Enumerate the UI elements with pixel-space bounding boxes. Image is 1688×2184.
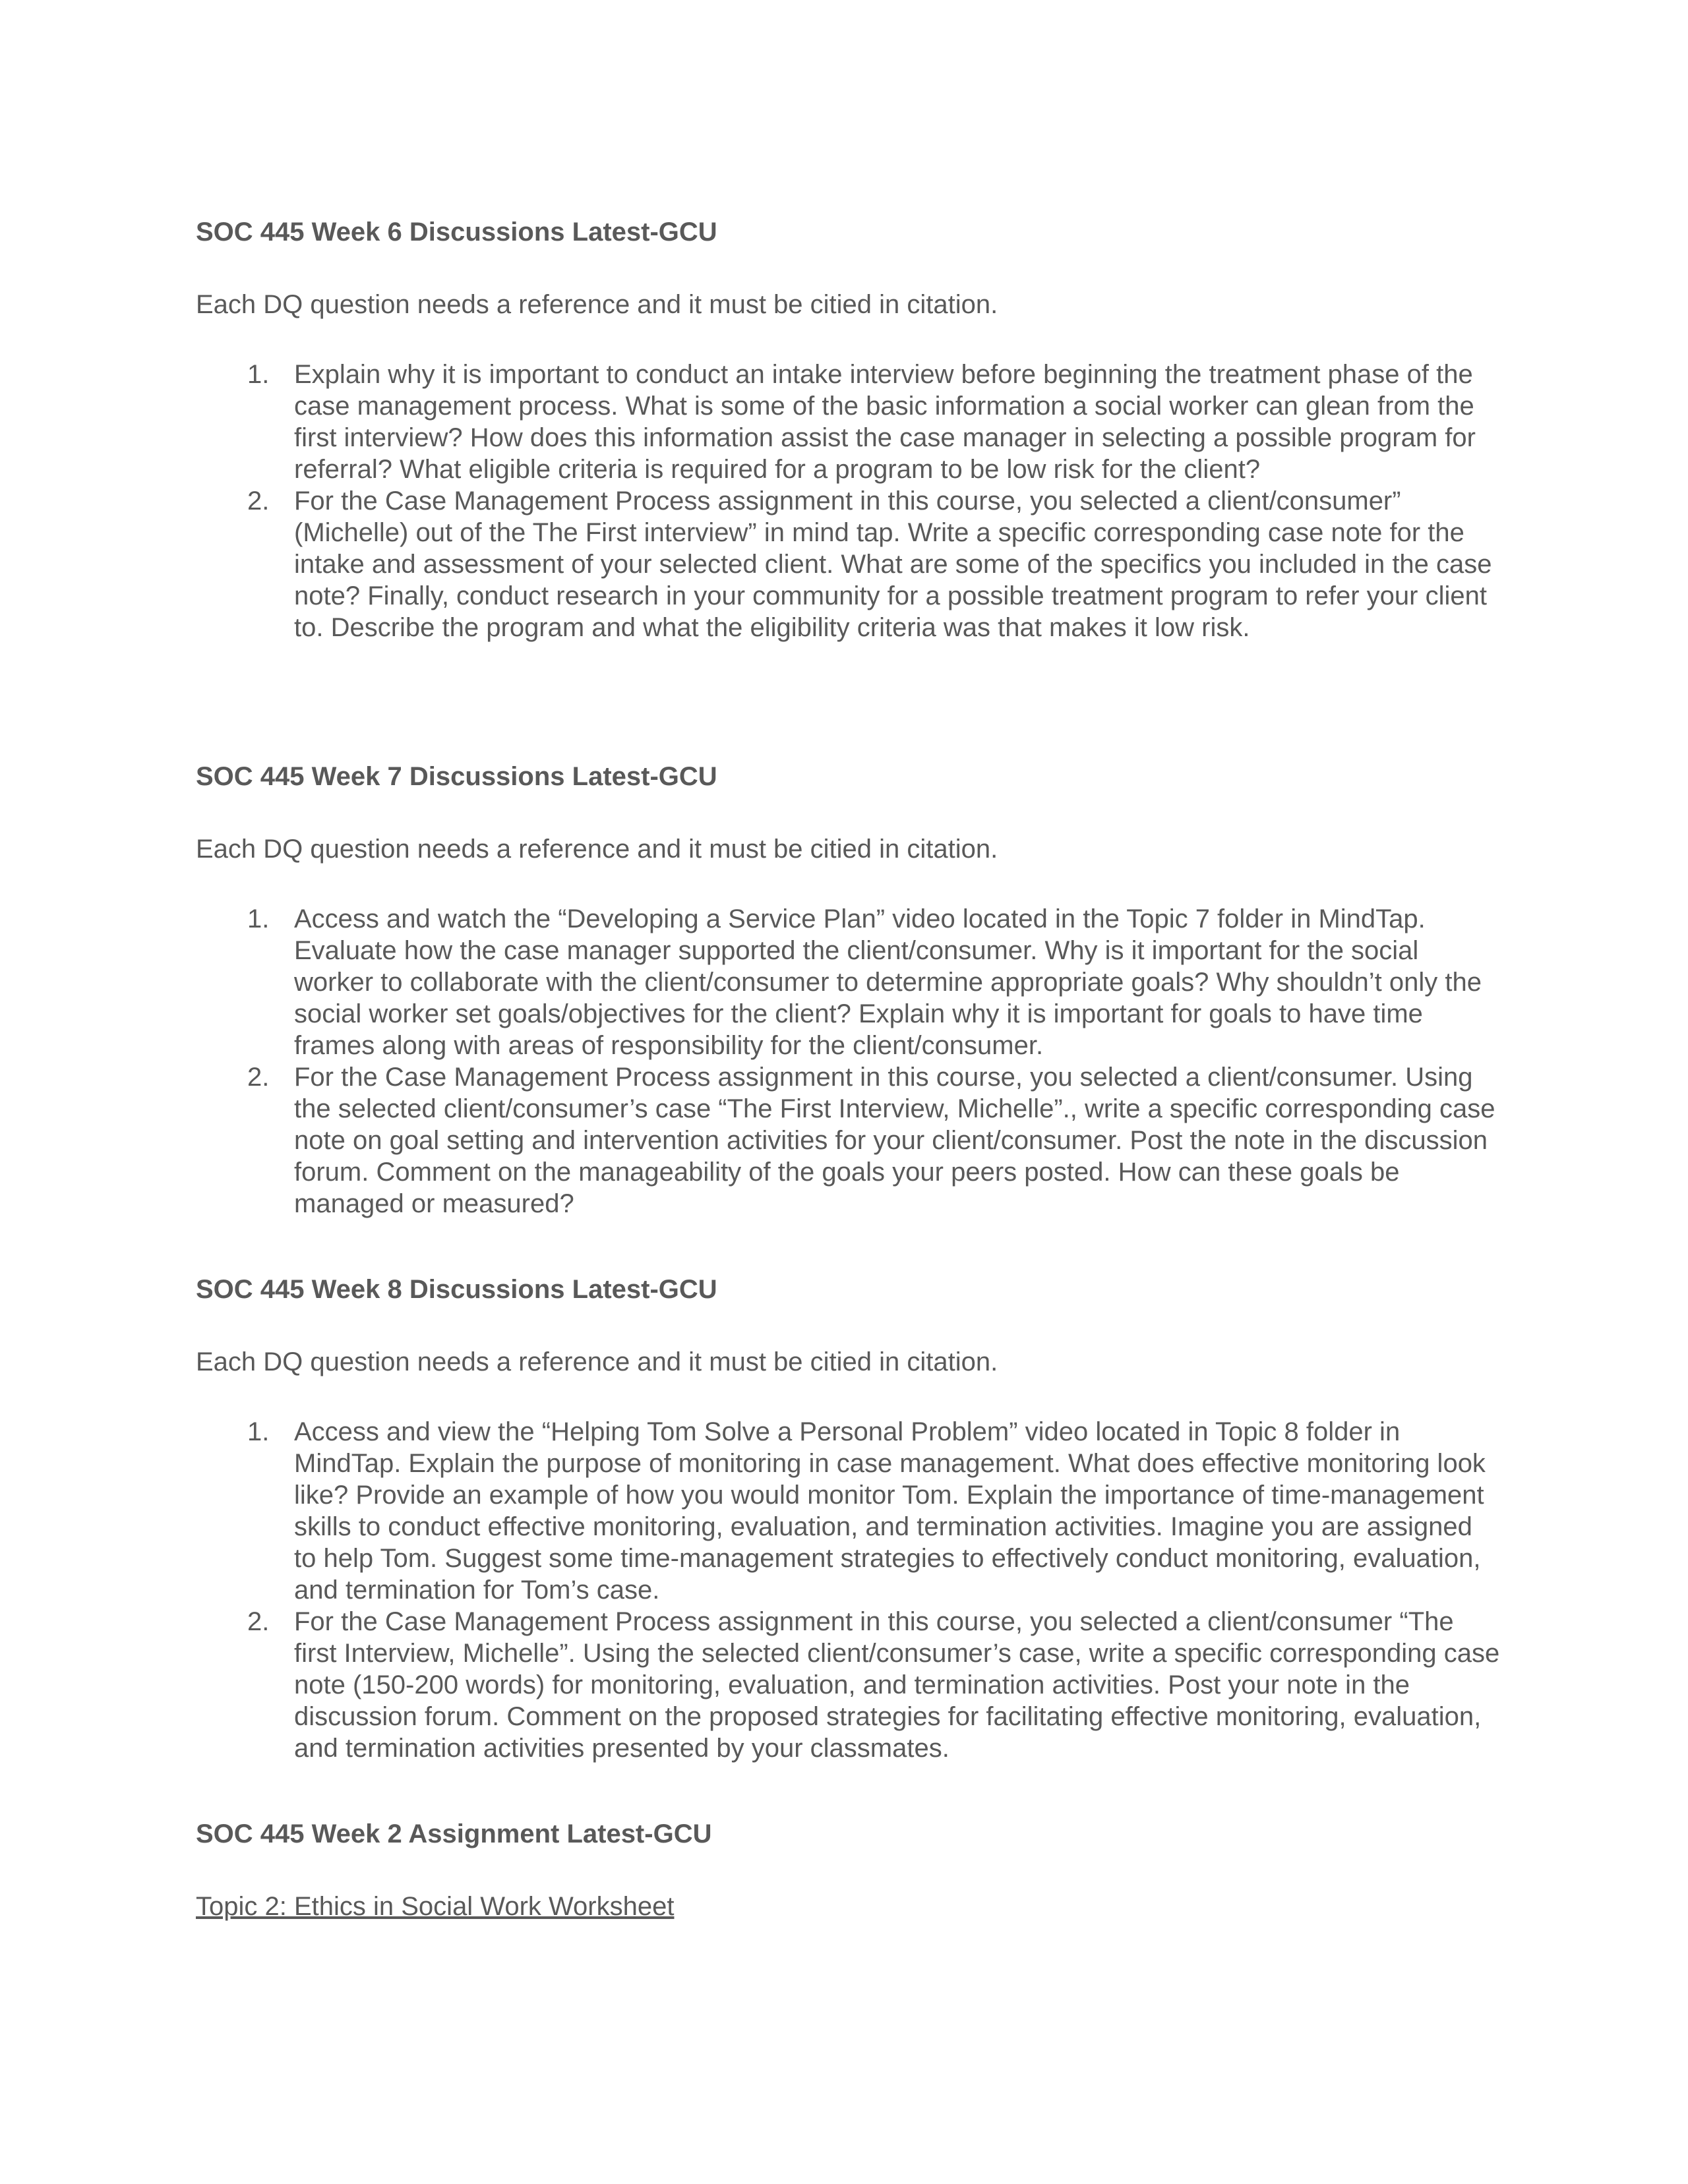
section-week-8 — [196, 1274, 1501, 1764]
section-intro: Each DQ question needs a reference and it must be citied in citation. — [196, 835, 998, 864]
list-number: 2. — [247, 1063, 270, 1092]
section-heading: SOC 445 Week 7 Discussions Latest-GCU — [196, 762, 717, 791]
list-number: 2. — [247, 1607, 270, 1636]
list-item — [196, 1416, 1501, 1606]
worksheet-link[interactable]: Topic 2: Ethics in Social Work Worksheet — [196, 1892, 675, 1921]
question-text: For the Case Management Process assignment in this course, you selected a client/consumer. Using the selected client/consumer’s case “The First Interview, Michelle”., write a specific corresponding case note on goal setting and intervention activities for your client/consumer. Post the note in the discussion forum. Comment on the manageability of the goals your peers posted. How can these goals be managed or measured? — [294, 1063, 1495, 1218]
question-text: Explain why it is important to conduct an intake interview before beginning the treatment phase of the case management process. What is some of the basic information a social worker can glean from the first interview? How does this information assist the case manager in selecting a possible program for referral? What eligible criteria is required for a program to be low risk for the client? — [294, 360, 1476, 484]
list-item — [196, 1606, 1501, 1764]
list-item — [196, 1061, 1501, 1220]
section-intro: Each DQ question needs a reference and it must be citied in citation. — [196, 290, 998, 319]
list-number: 1. — [247, 360, 270, 389]
section-heading: SOC 445 Week 2 Assignment Latest-GCU — [196, 1819, 712, 1848]
list-item — [196, 359, 1501, 485]
question-text: Access and watch the “Developing a Service Plan” video located in the Topic 7 folder in MindTap. Evaluate how the case manager supported the client/consumer. Why is it important for the social worker to collaborate with the client/consumer to determine appropriate goals? Why shouldn’t only the social worker set goals/objectives for the client? Explain why it is important for goals to have time frames along with areas of responsibility for the client/consumer. — [294, 904, 1482, 1060]
question-text: For the Case Management Process assignment in this course, you selected a client/consumer “The first Interview, Michelle”. Using the selected client/consumer’s case, write a specific corresponding case note (150-200 words) for monitoring, evaluation, and termination activities. Post your note in the discussion forum. Comment on the proposed strategies for facilitating effective monitoring, evaluation, and termination activities presented by your classmates. — [294, 1607, 1500, 1763]
list-item — [196, 485, 1501, 643]
list-number: 2. — [247, 487, 270, 516]
list-number: 1. — [247, 904, 270, 933]
question-list — [196, 359, 1501, 643]
list-item — [196, 903, 1501, 1061]
question-list — [196, 903, 1501, 1220]
section-week-2-assignment — [196, 1818, 1501, 1922]
section-intro: Each DQ question needs a reference and it must be citied in citation. — [196, 1347, 998, 1376]
question-text: For the Case Management Process assignment in this course, you selected a client/consumer” (Michelle) out of the The First interview” in mind tap. Write a specific corresponding case note for the intake and assessment of your selected client. What are some of the specifics you included in the case note? Finally, conduct research in your community for a possible treatment program to refer your client to. Describe the program and what the eligibility criteria was that makes it low risk. — [294, 487, 1492, 642]
question-list — [196, 1416, 1501, 1764]
section-heading: SOC 445 Week 8 Discussions Latest-GCU — [196, 1275, 717, 1304]
question-text: Access and view the “Helping Tom Solve a Personal Problem” video located in Topic 8 folder in MindTap. Explain the purpose of monitoring in case management. What does effective monitoring look like? Provide an example of how you would monitor Tom. Explain the importance of time-management skills to conduct effective monitoring, evaluation, and termination activities. Imagine you are assigned to help Tom. Suggest some time-management strategies to effectively conduct monitoring, evaluation, and termination for Tom’s case. — [294, 1417, 1486, 1605]
section-week-7 — [196, 761, 1501, 1220]
section-week-6 — [196, 216, 1501, 643]
list-number: 1. — [247, 1417, 270, 1446]
section-heading: SOC 445 Week 6 Discussions Latest-GCU — [196, 218, 717, 247]
